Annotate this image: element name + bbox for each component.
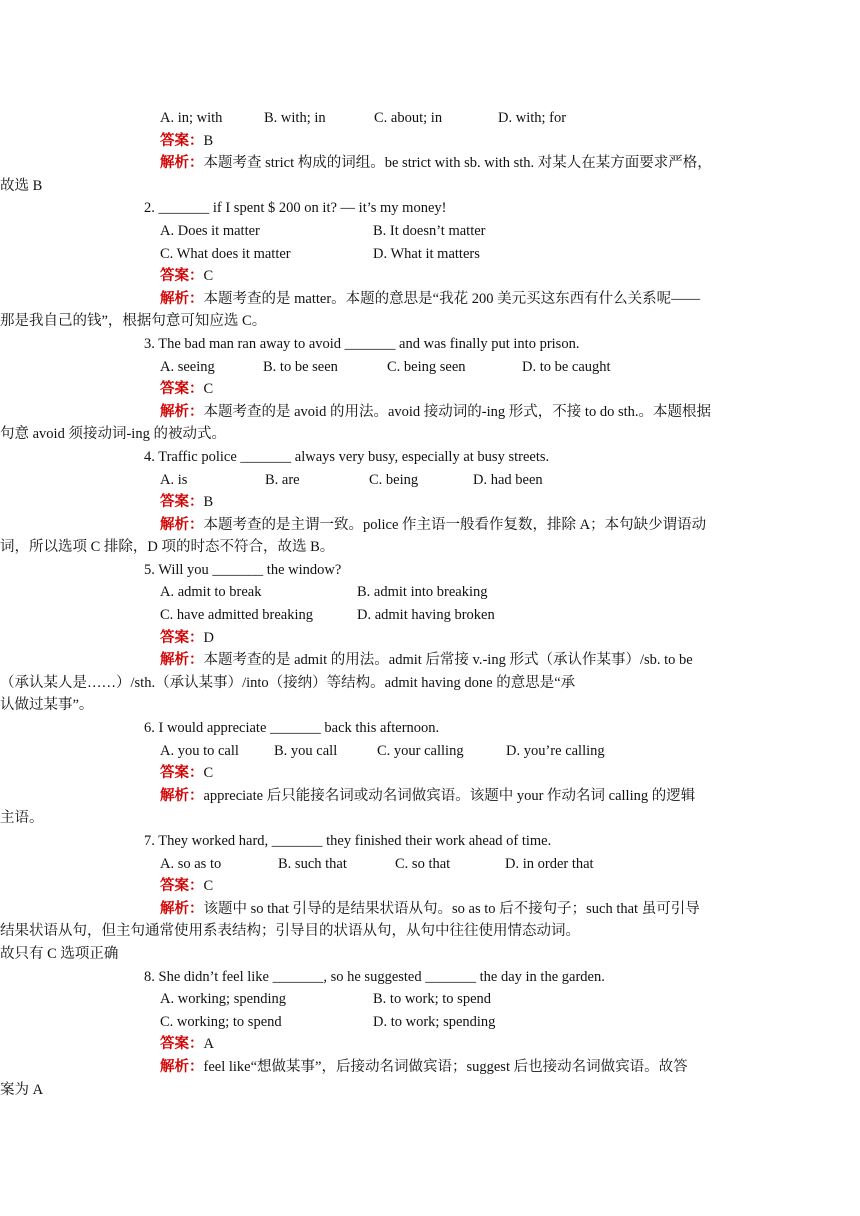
option-a: A. is <box>160 471 188 488</box>
question-item-5 <box>0 559 732 717</box>
explanation-text: 该题中 so that 引导的是结果状语从句。so as to 后不接句子；such that 虽可引导 <box>203 900 700 917</box>
explanation-line <box>160 288 732 311</box>
explanation-text: 本题考查的是 admit 的用法。admit 后常接 v.-ing 形式（承认作某事）/sb. to be <box>203 652 693 669</box>
question-item-2 <box>0 197 732 333</box>
question-item-8 <box>0 966 732 1102</box>
answer-value: C <box>203 765 214 782</box>
explanation-label: 解析： <box>160 787 204 804</box>
explanation-continued: 句意 avoid 须接动词-ing 的被动式。 <box>0 426 226 443</box>
options-row <box>160 581 732 604</box>
option-a: A. seeing <box>160 358 215 375</box>
explanation-line <box>160 514 732 537</box>
explanation-continued: 故只有 C 选项正确 <box>0 945 119 962</box>
answer-label: 答案： <box>160 629 204 646</box>
explanation-continued: 认做过某事”。 <box>0 697 94 714</box>
options-row <box>160 1011 732 1034</box>
options-row <box>160 604 732 627</box>
options-row <box>160 469 732 492</box>
answer-value: C <box>203 878 214 895</box>
option-b: B. are <box>265 471 300 488</box>
option-c: C. being seen <box>387 358 466 375</box>
options-row <box>160 356 732 379</box>
option-a: A. working; spending <box>160 991 287 1008</box>
answer-label: 答案： <box>160 1036 204 1053</box>
option-b: B. with; in <box>264 110 326 126</box>
explanation-continued: 主语。 <box>0 810 44 827</box>
answer-line <box>160 378 732 401</box>
option-a: A. Does it matter <box>160 222 260 239</box>
option-c: C. so that <box>395 855 451 872</box>
option-b: B. to work; to spend <box>373 991 492 1008</box>
explanation-line <box>160 1056 732 1079</box>
answer-label: 答案： <box>160 494 204 511</box>
answer-line <box>160 875 732 898</box>
option-d: D. admit having broken <box>357 607 495 624</box>
explanation-continued: （承认某人是……）/sth.（承认某事）/into（接纳）等结构。admit having done 的意思是“承 <box>0 674 576 691</box>
option-c: C. being <box>369 471 419 488</box>
explanation-label: 解析： <box>160 516 204 533</box>
explanation-line <box>160 152 732 175</box>
option-d: D. with; for <box>498 110 567 126</box>
option-a: A. so as to <box>160 855 222 872</box>
option-d: D. had been <box>473 471 543 488</box>
option-a: A. admit to break <box>160 584 262 601</box>
explanation-text: 本题考查的是 matter。本题的意思是“我花 200 美元买这东西有什么关系呢—— <box>203 290 701 307</box>
option-b: B. you call <box>274 742 338 759</box>
answer-value: C <box>203 381 214 398</box>
option-d: D. to be caught <box>522 358 611 375</box>
options-row <box>160 220 732 243</box>
question-text: 7. They worked hard, _______ they finished their work ahead of time. <box>144 833 552 849</box>
explanation-continued: 案为 A <box>0 1081 44 1098</box>
option-d: D. to work; spending <box>373 1013 496 1030</box>
question-item-6 <box>0 717 732 830</box>
answer-line <box>160 762 732 785</box>
options-row <box>160 740 732 763</box>
option-c: C. have admitted breaking <box>160 607 314 624</box>
explanation-line <box>160 401 732 424</box>
option-c: C. your calling <box>377 742 464 759</box>
option-b: B. It doesn’t matter <box>373 222 486 239</box>
answer-label: 答案： <box>160 268 204 285</box>
explanation-label: 解析： <box>160 652 204 669</box>
option-b: B. admit into breaking <box>357 584 488 601</box>
explanation-text: 本题考查的是主谓一致。police 作主语一般看作复数，排除 A；本句缺少谓语动 <box>203 516 707 533</box>
answer-line <box>160 1033 732 1056</box>
answer-value: B <box>203 132 214 149</box>
explanation-continued: 词，所以选项 C 排除，D 项的时态不符合，故选 B。 <box>0 539 335 556</box>
option-b: B. such that <box>278 855 347 872</box>
option-b: B. to be seen <box>263 358 338 375</box>
question-item-4 <box>0 446 732 559</box>
explanation-label: 解析： <box>160 155 204 172</box>
explanation-continued: 那是我自己的钱”，根据句意可知应选 C。 <box>0 313 267 330</box>
answer-label: 答案： <box>160 132 204 149</box>
answer-line <box>160 491 732 514</box>
answer-label: 答案： <box>160 765 204 782</box>
question-text: 3. The bad man ran away to avoid _______ and was finally put into prison. <box>144 335 580 352</box>
answer-value: B <box>203 494 214 511</box>
options-row <box>160 988 732 1011</box>
answer-line <box>160 130 732 153</box>
exercise-list <box>0 107 732 1101</box>
explanation-label: 解析： <box>160 900 204 917</box>
question-item-1 <box>0 107 732 197</box>
explanation-line <box>160 785 732 808</box>
explanation-line <box>160 649 732 672</box>
explanation-label: 解析： <box>160 403 204 420</box>
options-row <box>160 243 732 266</box>
answer-line <box>160 265 732 288</box>
option-c: C. working; to spend <box>160 1013 282 1030</box>
explanation-continued: 结果状语从句，但主句通常使用系表结构；引导目的状语从句，从句中往往使用情态动词。 <box>0 923 580 940</box>
question-item-7 <box>0 830 732 966</box>
answer-value: A <box>203 1036 214 1053</box>
options-row <box>160 107 732 130</box>
explanation-label: 解析： <box>160 1058 204 1075</box>
option-c: C. What does it matter <box>160 245 291 262</box>
explanation-text: 本题考查的是 avoid 的用法。avoid 接动词的-ing 形式，不接 to do sth.。本题根据 <box>203 403 711 420</box>
question-text: 2. _______ if I spent $ 200 on it? — it’s my money! <box>144 200 447 217</box>
explanation-line <box>160 898 732 921</box>
question-text: 5. Will you _______ the window? <box>144 561 342 578</box>
question-item-3 <box>0 333 732 446</box>
options-row <box>160 853 732 876</box>
question-text: 4. Traffic police _______ always very busy, especially at busy streets. <box>144 448 550 465</box>
question-text: 6. I would appreciate _______ back this afternoon. <box>144 720 440 737</box>
question-text: 8. She didn’t feel like _______, so he suggested _______ the day in the garden. <box>144 968 605 985</box>
explanation-continued <box>0 175 732 198</box>
explanation-label: 解析： <box>160 290 204 307</box>
option-a: A. you to call <box>160 742 239 759</box>
answer-value: D <box>203 629 214 646</box>
option-a: A. in; with <box>160 110 223 126</box>
option-d: D. you’re calling <box>506 742 605 759</box>
option-d: D. in order that <box>505 855 594 872</box>
explanation-text: 本题考查 strict 构成的词组。be strict with sb. with sth. 对某人在某方面要求严格， <box>203 155 712 172</box>
explanation-text-continued: 故选 B <box>0 177 43 194</box>
explanation-text: appreciate 后只能接名词或动名词做宾语。该题中 your 作动名词 calling 的逻辑 <box>203 787 696 804</box>
option-c: C. about; in <box>374 110 443 126</box>
answer-label: 答案： <box>160 381 204 398</box>
answer-value: C <box>203 268 214 285</box>
answer-line <box>160 627 732 650</box>
explanation-text: feel like“想做某事”，后接动名词做宾语；suggest 后也接动名词做宾语。故答 <box>203 1058 688 1075</box>
answer-label: 答案： <box>160 878 204 895</box>
option-d: D. What it matters <box>373 245 480 262</box>
